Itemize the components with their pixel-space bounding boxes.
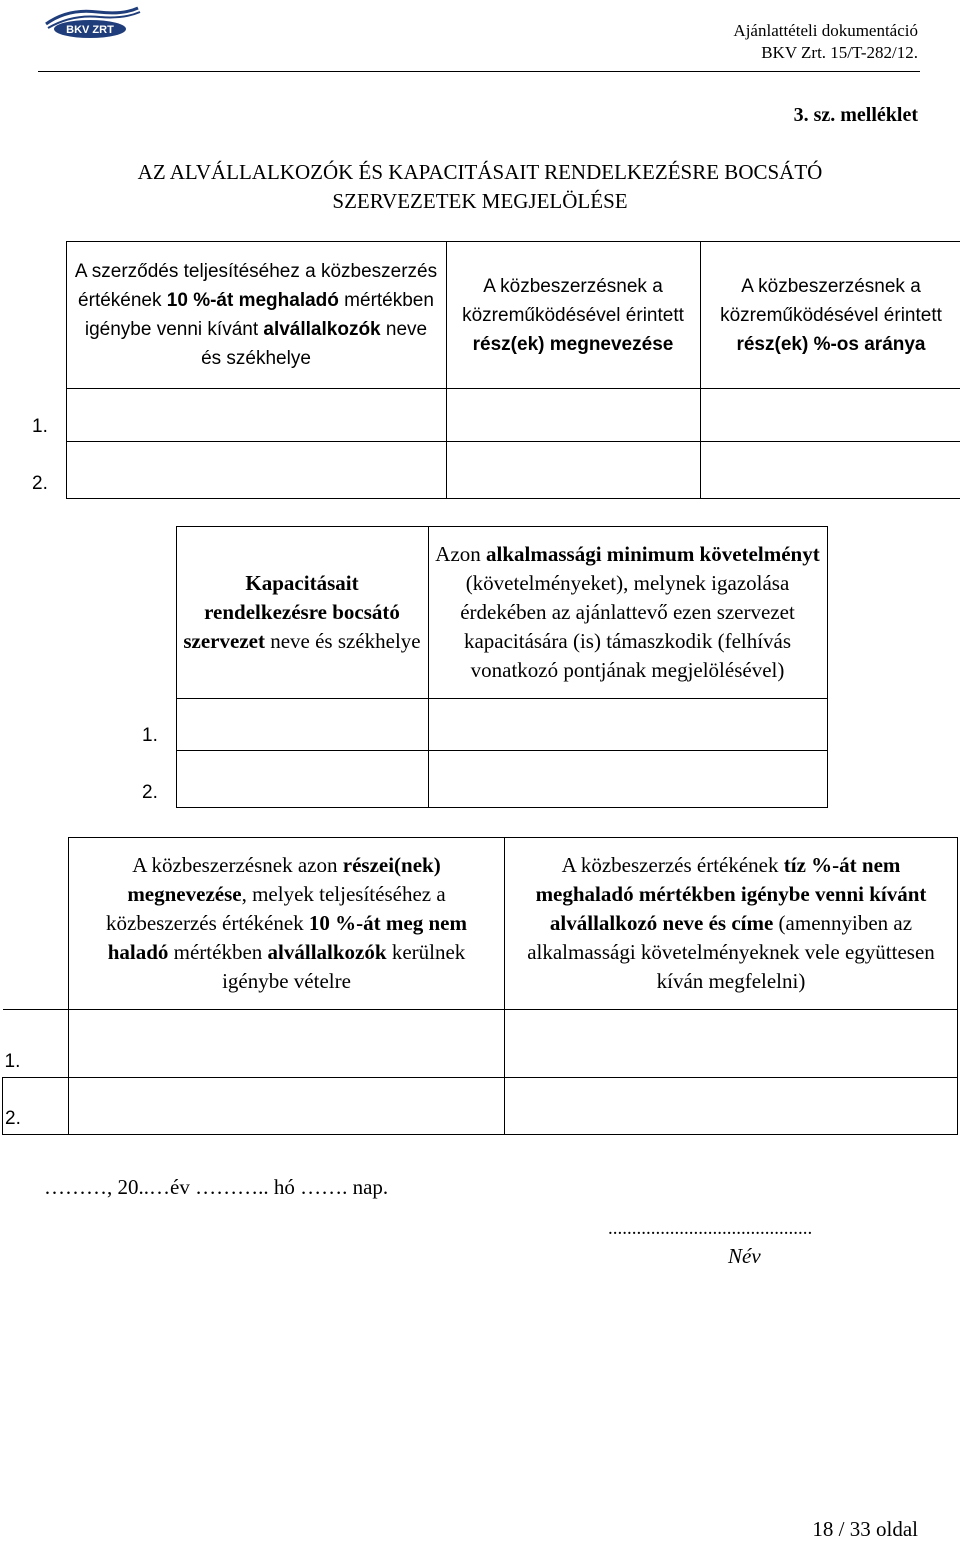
page-number: 18 / 33 oldal bbox=[812, 1517, 918, 1541]
table-cell bbox=[66, 389, 446, 442]
capacity-org-header: Kapacitásait rendelkezésre bocsátó szervezet neve és székhelye bbox=[176, 527, 428, 699]
bkv-logo bbox=[38, 2, 146, 42]
logo-text: BKV ZRT bbox=[66, 24, 114, 36]
affected-parts-header: A közbeszerzésnek a közreműködésével érintett rész(ek) megnevezése bbox=[446, 242, 700, 389]
annex-label: 3. sz. melléklet bbox=[793, 104, 918, 126]
signature-line: ........................................... bbox=[608, 1218, 813, 1239]
date-line: ………, 20..…év ……….. hó ……. nap. bbox=[44, 1175, 389, 1199]
row-number: 1. bbox=[32, 415, 48, 437]
row-number: 2. bbox=[142, 781, 158, 803]
document-header bbox=[733, 20, 918, 64]
small-subcontractor-table bbox=[2, 837, 958, 1135]
table-cell bbox=[700, 389, 960, 442]
row-number-spacer bbox=[140, 527, 176, 699]
table-cell bbox=[428, 751, 827, 808]
table-cell bbox=[69, 1010, 505, 1078]
table-cell bbox=[176, 699, 428, 751]
table-cell bbox=[505, 1010, 958, 1078]
capacity-provider-table bbox=[140, 526, 828, 808]
table-cell bbox=[446, 442, 700, 499]
table-cell bbox=[66, 442, 446, 499]
table-cell bbox=[69, 1078, 505, 1135]
row-number: 2. bbox=[3, 1078, 69, 1135]
row-number-spacer bbox=[3, 838, 69, 1010]
row-number: 1. bbox=[142, 724, 158, 746]
table-cell bbox=[446, 389, 700, 442]
subcontractor-name-header: A szerződés teljesítéséhez a közbeszerzés értékének 10 %-át meghaladó mértékben igénybe venni kívánt alvállalkozók neve és székhelye bbox=[66, 242, 446, 389]
table-cell bbox=[176, 751, 428, 808]
doc-title: Ajánlattételi dokumentáció bbox=[733, 21, 918, 40]
name-label: Név bbox=[728, 1244, 761, 1268]
header-divider bbox=[38, 71, 920, 72]
row-number: 1. bbox=[3, 1010, 69, 1078]
parts-percentage-header: A közbeszerzésnek a közreműködésével érintett rész(ek) %-os aránya bbox=[700, 242, 960, 389]
subcontractor-contact-header: A közbeszerzés értékének tíz %-át nem meghaladó mértékben igénybe venni kívánt alvállalkozó neve és címe (amennyiben az alkalmassági követelményeknek vele együttesen kíván megfelelni) bbox=[505, 838, 958, 1010]
table-cell bbox=[700, 442, 960, 499]
row-number: 2. bbox=[32, 472, 48, 494]
table-cell bbox=[428, 699, 827, 751]
title-line-1: AZ ALVÁLLALKOZÓK ÉS KAPACITÁSAIT RENDELKEZÉSRE BOCSÁTÓ bbox=[137, 160, 823, 184]
subcontractor-table bbox=[30, 241, 960, 499]
table-cell bbox=[505, 1078, 958, 1135]
title-line-2: SZERVEZETEK MEGJELÖLÉSE bbox=[332, 189, 628, 213]
suitability-requirement-header: Azon alkalmassági minimum követelményt (követelményeket), melynek igazolása érdekében az ajánlattevő ezen szervezet kapacitására (is) támaszkodik (felhívás vonatkozó pontjának megjelölésével) bbox=[428, 527, 827, 699]
parts-description-header: A közbeszerzésnek azon részei(nek) megnevezése, melyek teljesítéséhez a közbeszerzés értékének 10 %-át meg nem haladó mértékben alvállalkozók kerülnek igénybe vételre bbox=[69, 838, 505, 1010]
row-number-spacer bbox=[30, 242, 66, 389]
doc-reference: BKV Zrt. 15/T-282/12. bbox=[761, 43, 918, 62]
page-title bbox=[0, 158, 960, 216]
